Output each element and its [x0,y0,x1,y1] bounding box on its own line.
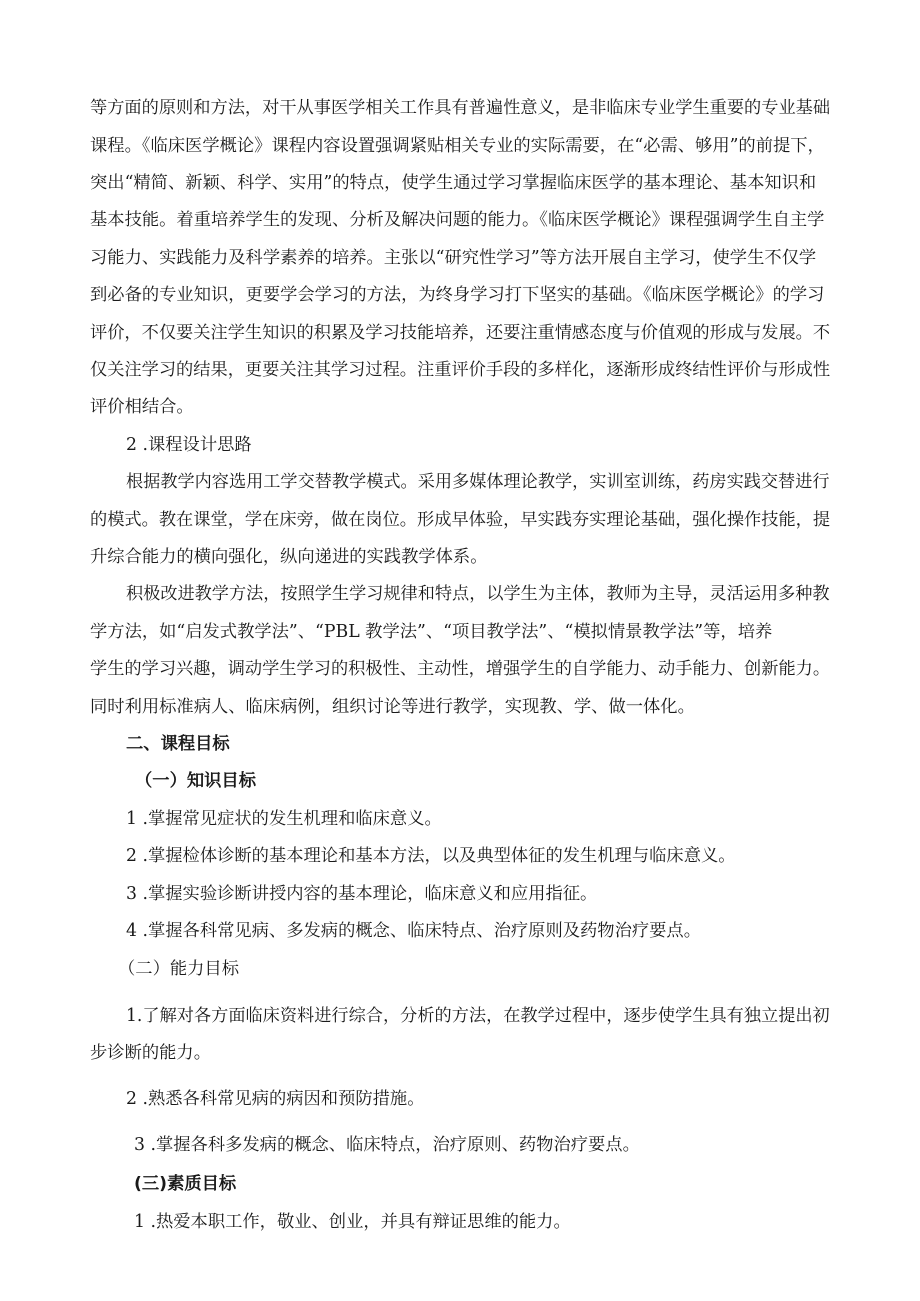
paragraph-line: 等方面的原则和方法，对干从事医学相关工作具有普遍性意义，是非临床专业学生重要的专业基础 [90,98,831,118]
list-item-continuation: 步诊断的能力。 [90,1043,211,1063]
paragraph-line: 学生的学习兴趣，调动学生学习的积极性、主动性，增强学生的自学能力、动手能力、创新能力。 [90,659,831,679]
list-item: 4 .掌握各科常见病、多发病的概念、临床特点、治疗原则及药物治疗要点。 [126,921,701,941]
list-item: 1 .掌握常见症状的发生机理和临床意义。 [126,809,442,829]
paragraph-line: 学方法，如“启发式教学法”、“PBL 教学法”、“项目教学法”、“模拟情景教学法”等，培养 [90,622,773,642]
paragraph-line: 根据教学内容选用工学交替教学模式。采用多媒体理论教学，实训室训练，药房实践交替进行 [126,472,830,492]
paragraph-line: 习能力、实践能力及科学素养的培养。主张以“研究性学习”等方法开展自主学习，使学生不仅学 [90,248,817,268]
paragraph-line: 基本技能。着重培养学生的发现、分析及解决问题的能力。《临床医学概论》课程强调学生自主学 [90,210,825,230]
list-item: 2 .熟悉各科常见病的病因和预防措施。 [126,1089,425,1109]
chapter-heading-course-goals: 二、课程目标 [126,734,230,754]
list-item: 3 .掌握各科多发病的概念、临床特点，治疗原则、药物治疗要点。 [134,1135,640,1155]
list-item: 3 .掌握实验诊断讲授内容的基本理论，临床意义和应用指征。 [126,884,598,904]
paragraph-line: 评价相结合。 [90,397,194,417]
paragraph-line: 课程。《临床医学概论》课程内容设置强调紧贴相关专业的实际需要，在“必需、够用”的前提下， [90,136,825,156]
section-heading-course-design: 2 .课程设计思路 [126,435,252,455]
paragraph-line: 评价，不仅要关注学生知识的积累及学习技能培养，还要注重情感态度与价值观的形成与发展。不 [90,323,831,343]
paragraph-line: 到必备的专业知识，更要学会学习的方法，为终身学习打下坚实的基础。《临床医学概论》的学习 [90,285,825,305]
list-item: 1 .热爱本职工作，敬业、创业，并具有辩证思维的能力。 [134,1212,571,1232]
subheading-knowledge-goals: （一）知识目标 [135,771,256,791]
paragraph-line: 的模式。教在课堂，学在床旁，做在岗位。形成早体验，早实践夯实理论基础，强化操作技能，提 [90,510,831,530]
list-item: 1.了解对各方面临床资料进行综合，分析的方法，在教学过程中，逐步使学生具有独立提出初 [126,1006,830,1026]
paragraph-line: 同时利用标准病人、临床病例，组织讨论等进行教学，实现教、学、做一体化。 [90,697,695,717]
paragraph-line: 升综合能力的横向强化，纵向递进的实践教学体系。 [90,547,488,567]
paragraph-line: 仅关注学习的结果，更要关注其学习过程。注重评价手段的多样化，逐渐形成终结性评价与形成性 [90,360,831,380]
subheading-quality-goals: (三)素质目标 [134,1174,237,1194]
list-item: 2 .掌握检体诊断的基本理论和基本方法，以及典型体征的发生机理与临床意义。 [126,846,736,866]
paragraph-line: 突出“精简、新颖、科学、实用”的特点，使学生通过学习掌握临床医学的基本理论、基本知识和 [90,173,817,193]
subheading-ability-goals: （二）能力目标 [118,959,239,979]
paragraph-line: 积极改进教学方法，按照学生学习规律和特点，以学生为主体，教师为主导，灵活运用多种教 [126,584,830,604]
